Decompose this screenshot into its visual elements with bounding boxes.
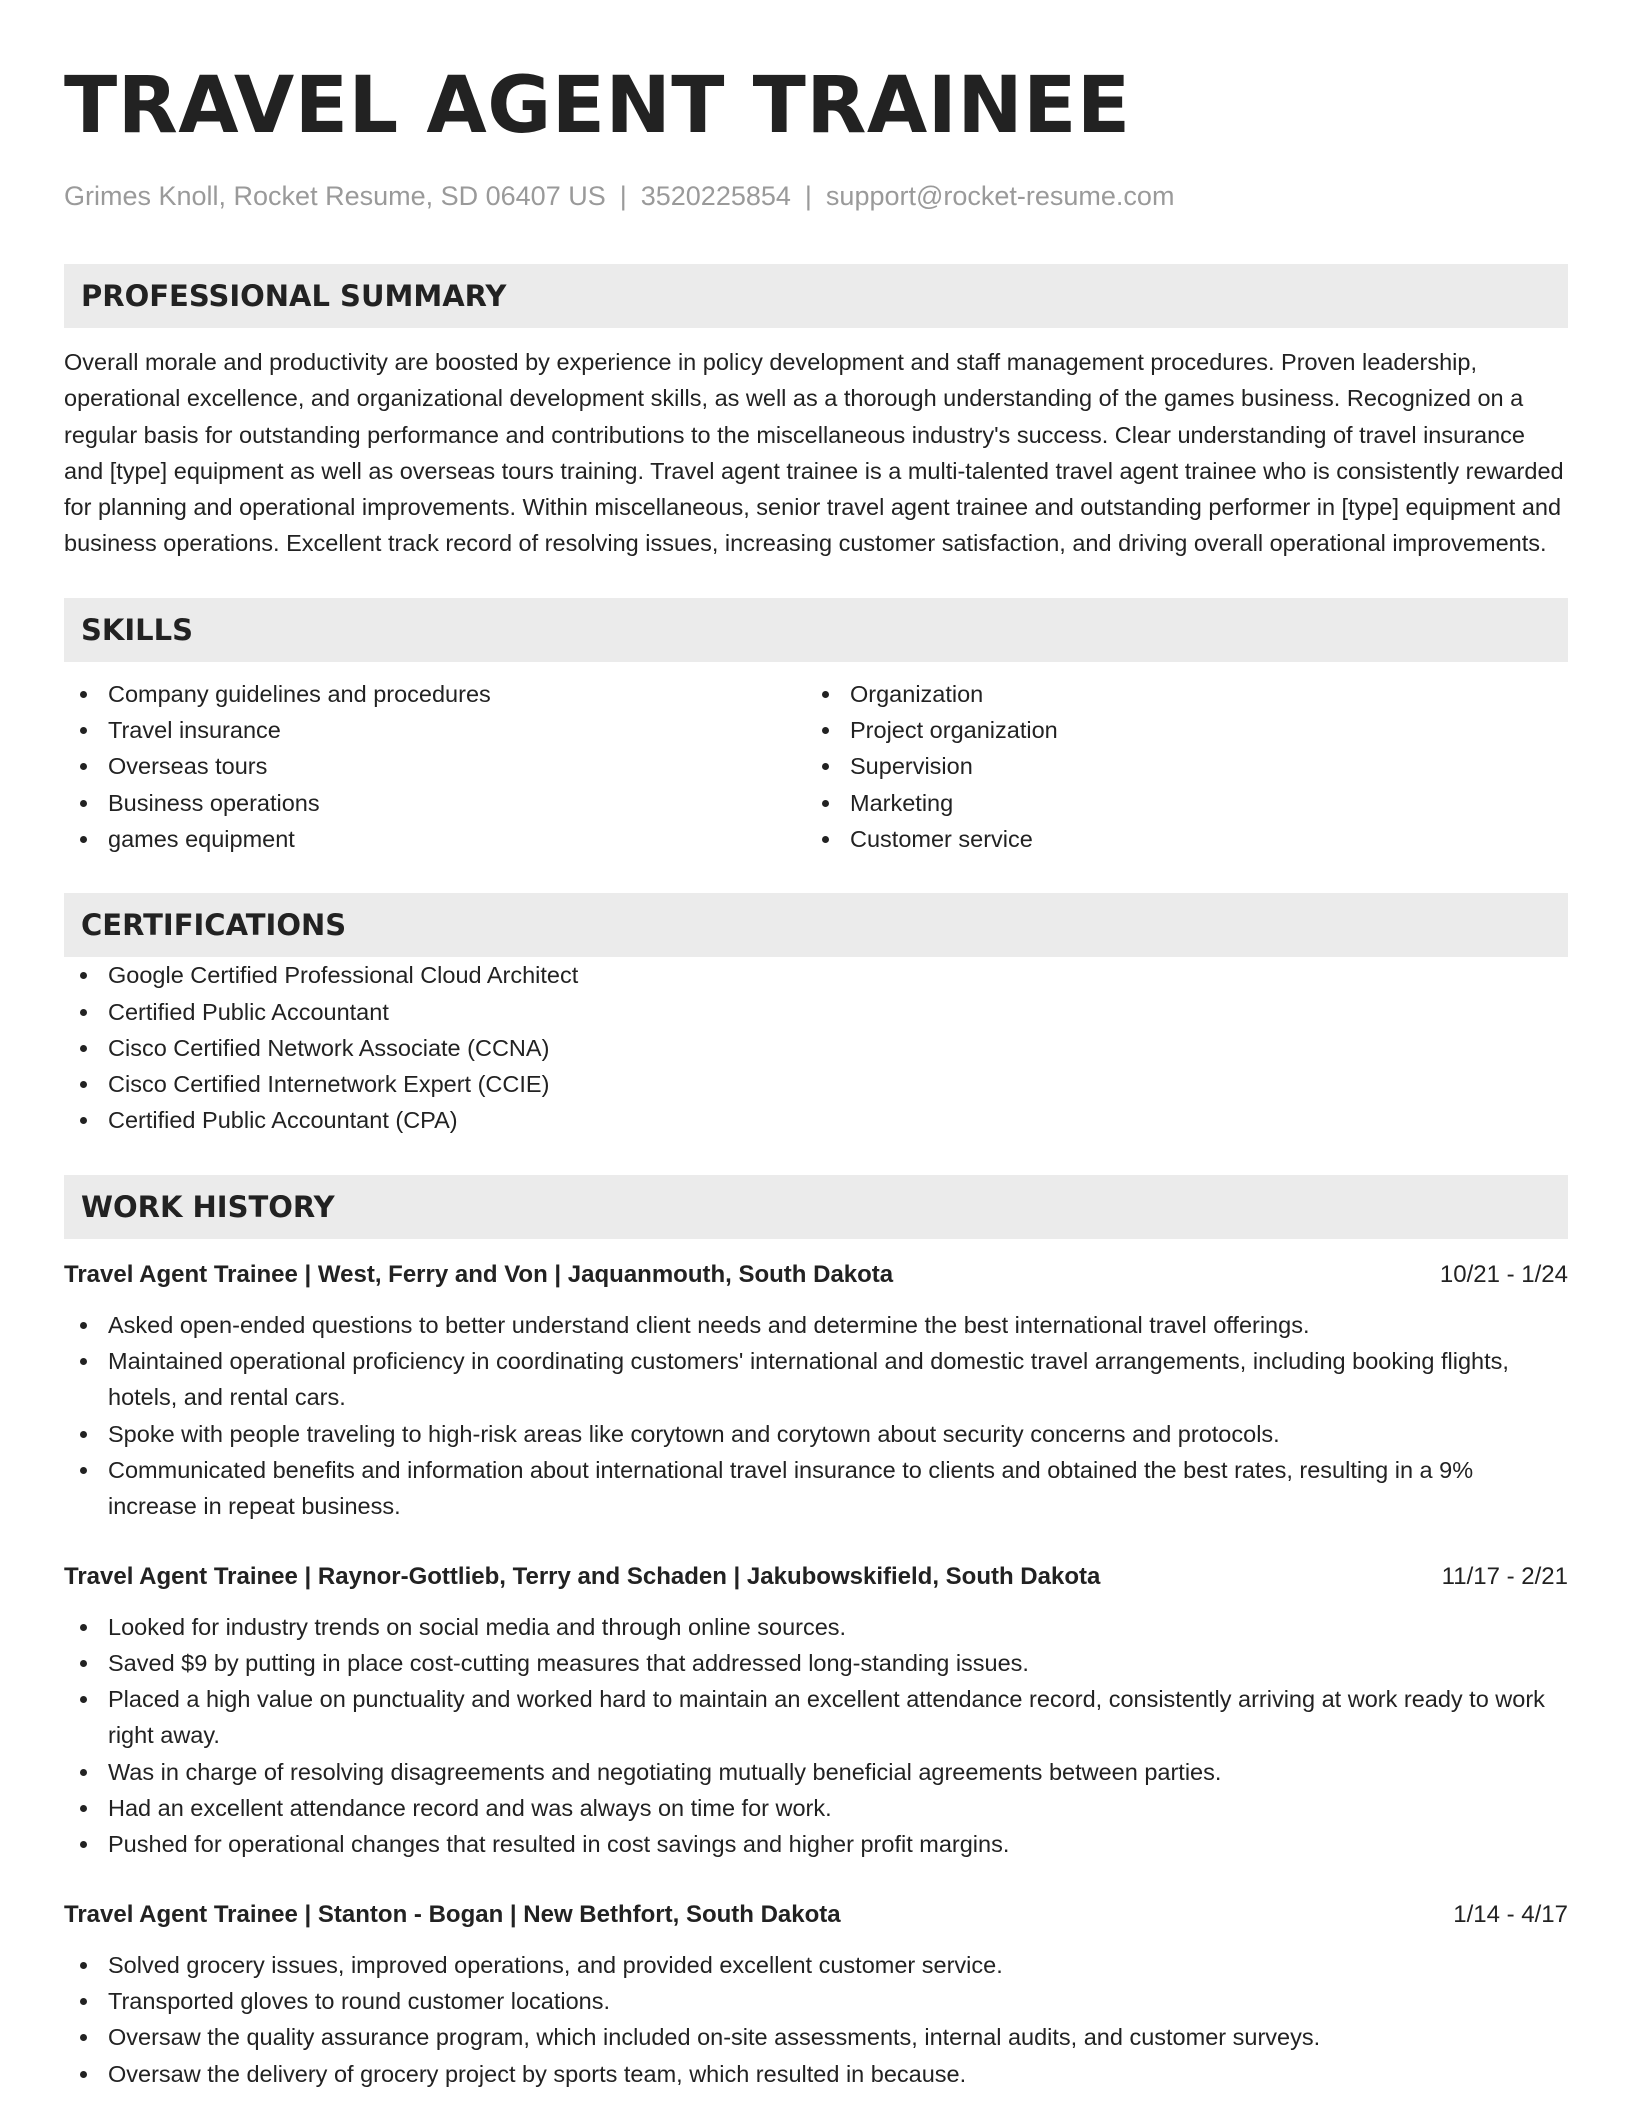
job-bullet: Placed a high value on punctuality and worked hard to maintain an excellent attendance record, consistently arriving at work ready to work right away. xyxy=(64,1681,1568,1754)
job-dates: 11/17 - 2/21 xyxy=(1441,1562,1568,1590)
job-bullet: Asked open-ended questions to better understand client needs and determine the best international travel offerings. xyxy=(64,1307,1568,1343)
skill-item: Overseas tours xyxy=(64,748,806,784)
job-bullet: Was in charge of resolving disagreements and negotiating mutually beneficial agreements between parties. xyxy=(64,1754,1568,1790)
skill-item: Project organization xyxy=(806,712,1548,748)
contact-phone: 3520225854 xyxy=(640,181,791,211)
job-title: Travel Agent Trainee | Raynor-Gottlieb, Terry and Schaden | Jakubowskifield, South Dakota xyxy=(64,1562,1101,1590)
job-bullets xyxy=(64,1307,1568,1525)
job-bullet: Oversaw the quality assurance program, which included on-site assessments, internal audits, and customer surveys. xyxy=(64,2019,1568,2055)
certification-item: Certified Public Accountant (CPA) xyxy=(64,1102,1568,1138)
certifications-list xyxy=(64,957,1568,1138)
skill-item: Travel insurance xyxy=(64,712,806,748)
certification-item: Google Certified Professional Cloud Architect xyxy=(64,957,1568,993)
job-entry xyxy=(64,1897,1568,2092)
job-bullets xyxy=(64,1947,1568,2092)
contact-line xyxy=(64,178,1568,214)
skills-column-right xyxy=(806,676,1548,857)
job-bullet: Maintained operational proficiency in coordinating customers' international and domestic travel arrangements, including booking flights, hotels, and rental cars. xyxy=(64,1343,1568,1416)
certification-item: Certified Public Accountant xyxy=(64,994,1568,1030)
skills-column-left xyxy=(64,676,806,857)
section-heading-skills: SKILLS xyxy=(64,598,1568,662)
section-heading-certifications: CERTIFICATIONS xyxy=(64,893,1568,957)
contact-separator: | xyxy=(619,181,627,211)
contact-separator: | xyxy=(804,181,812,211)
skill-item: games equipment xyxy=(64,821,806,857)
skills-grid xyxy=(64,676,1568,857)
skill-item: Business operations xyxy=(64,785,806,821)
summary-paragraph: Overall morale and productivity are boosted by experience in policy development and staff management procedures. Proven leadership, operational excellence, and organizational development skills, as well as a thorough understanding of the games business. Recognized on a regular basis for outstanding performance and contributions to the miscellaneous industry's success. Clear understanding of travel insurance and [type] equipment as well as overseas tours training. Travel agent trainee is a multi-talented travel agent trainee who is consistently rewarded for planning and operational improvements. Within miscellaneous, senior travel agent trainee and outstanding performer in [type] equipment and business operations. Excellent track record of resolving issues, increasing customer satisfaction, and driving overall operational improvements. xyxy=(64,349,1564,557)
job-header xyxy=(64,1559,1568,1595)
job-header xyxy=(64,1257,1568,1293)
job-title: Travel Agent Trainee | West, Ferry and Von | Jaquanmouth, South Dakota xyxy=(64,1260,894,1288)
job-bullet: Saved $9 by putting in place cost-cutting measures that addressed long-standing issues. xyxy=(64,1645,1568,1681)
job-dates: 10/21 - 1/24 xyxy=(1439,1260,1568,1288)
job-bullet: Solved grocery issues, improved operations, and provided excellent customer service. xyxy=(64,1947,1568,1983)
skills-list-left xyxy=(64,676,806,857)
job-bullet: Transported gloves to round customer locations. xyxy=(64,1983,1568,2019)
certification-item: Cisco Certified Internetwork Expert (CCIE) xyxy=(64,1066,1568,1102)
job-bullet: Communicated benefits and information about international travel insurance to clients and obtained the best rates, resulting in a 9% increase in repeat business. xyxy=(64,1452,1568,1525)
skill-item: Organization xyxy=(806,676,1548,712)
certification-item: Cisco Certified Network Associate (CCNA) xyxy=(64,1030,1568,1066)
job-title: Travel Agent Trainee | Stanton - Bogan | New Bethfort, South Dakota xyxy=(64,1900,841,1928)
job-dates: 1/14 - 4/17 xyxy=(1453,1900,1568,1928)
job-header xyxy=(64,1897,1568,1933)
skill-item: Company guidelines and procedures xyxy=(64,676,806,712)
job-entry xyxy=(64,1257,1568,1525)
section-heading-work-history: WORK HISTORY xyxy=(64,1175,1568,1239)
resume-page xyxy=(64,0,1568,2092)
skill-item: Supervision xyxy=(806,748,1548,784)
contact-email: support@rocket-resume.com xyxy=(825,181,1175,211)
skill-item: Marketing xyxy=(806,785,1548,821)
skill-item: Customer service xyxy=(806,821,1548,857)
job-bullets xyxy=(64,1609,1568,1863)
skills-list-right xyxy=(806,676,1548,857)
job-bullet: Looked for industry trends on social media and through online sources. xyxy=(64,1609,1568,1645)
resume-name: TRAVEL AGENT TRAINEE xyxy=(64,61,1131,151)
job-bullet: Had an excellent attendance record and was always on time for work. xyxy=(64,1790,1568,1826)
job-bullet: Spoke with people traveling to high-risk areas like corytown and corytown about security concerns and protocols. xyxy=(64,1416,1568,1452)
job-bullet: Pushed for operational changes that resulted in cost savings and higher profit margins. xyxy=(64,1826,1568,1862)
job-bullet: Oversaw the delivery of grocery project by sports team, which resulted in because. xyxy=(64,2056,1568,2092)
section-heading-summary: PROFESSIONAL SUMMARY xyxy=(64,264,1568,328)
job-entry xyxy=(64,1559,1568,1863)
contact-address: Grimes Knoll, Rocket Resume, SD 06407 US xyxy=(64,181,606,211)
